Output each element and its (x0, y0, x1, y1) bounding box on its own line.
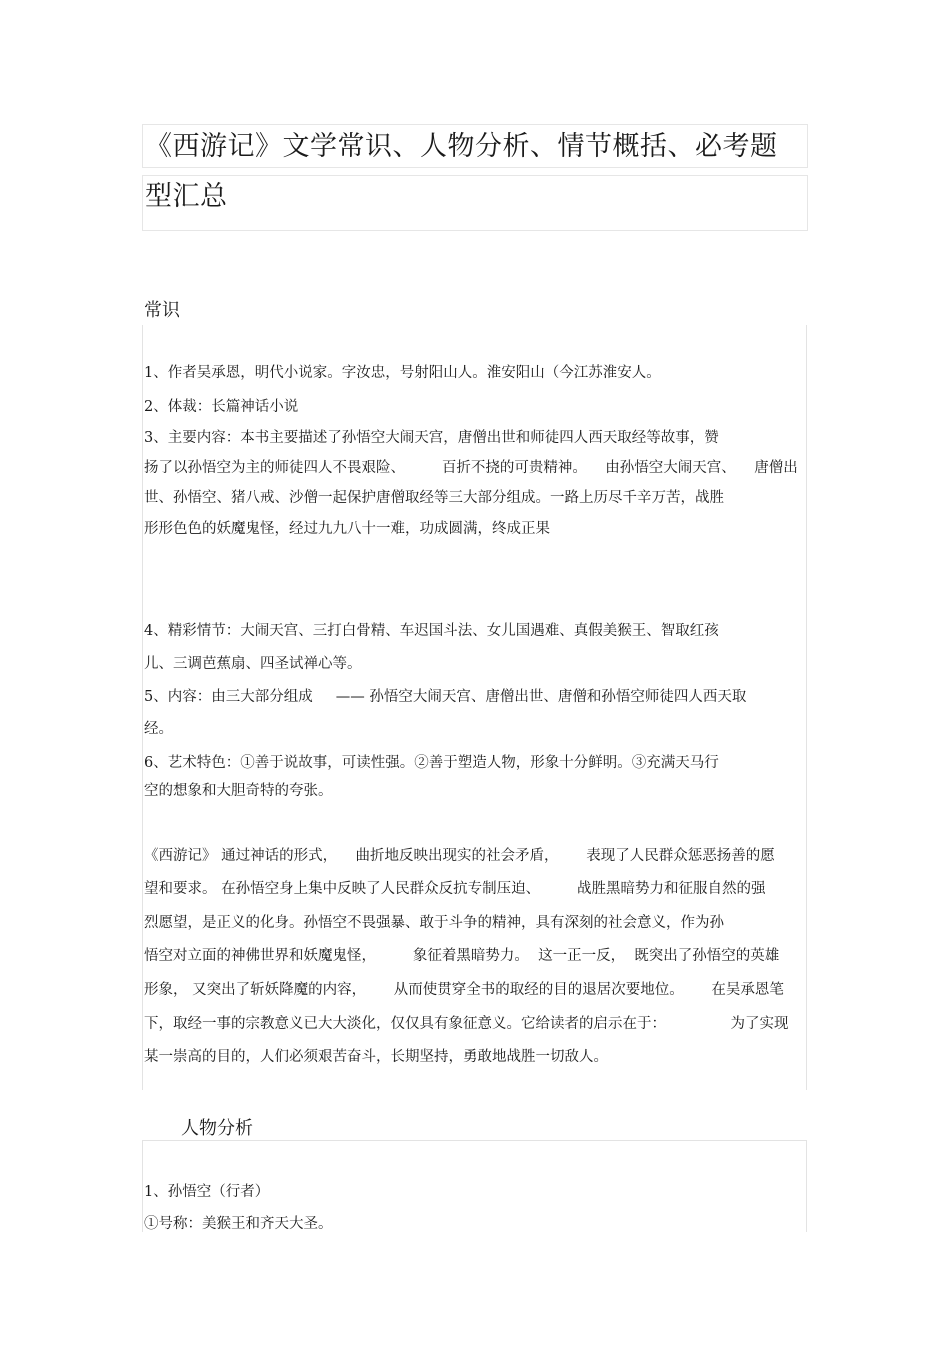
text-line: 儿、三调芭蕉扇、四圣试禅心等。 (144, 656, 362, 672)
text-line: 6、艺术特色：①善于说故事，可读性强。②善于塑造人物，形象十分鲜明。③充满天马行 (144, 755, 719, 771)
text-line: 1、作者吴承恩，明代小说家。字汝忠，号射阳山人。淮安阳山（今江苏淮安人。 (144, 365, 661, 381)
text-line: 《西游记》 通过神话的形式， 曲折地反映出现实的社会矛盾， 表现了人民群众惩恶扬善的愿 (144, 848, 775, 864)
character-border-left (142, 1140, 143, 1232)
text-line: 经。 (144, 721, 173, 737)
document-title-line2: 型汇总 (145, 181, 228, 212)
section-heading-common: 常识 (144, 300, 180, 321)
section-heading-character: 人物分析 (181, 1118, 253, 1139)
text-line: 空的想象和大胆奇特的夸张。 (144, 783, 333, 799)
text-line: 望和要求。 在孙悟空身上集中反映了人民群众反抗专制压迫、 战胜黑暗势力和征服自然的强 (144, 881, 766, 897)
text-line: 某一崇高的目的，人们必须艰苦奋斗，长期坚持，勇敢地战胜一切敌人。 (144, 1049, 608, 1065)
text-line: 3、主要内容：本书主要描述了孙悟空大闹天宫，唐僧出世和师徒四人西天取经等故事，赞 (144, 430, 719, 446)
title-box-2 (142, 175, 808, 231)
text-line: 烈愿望，是正义的化身。孙悟空不畏强暴、敢于斗争的精神，具有深刻的社会意义，作为孙 (144, 915, 724, 931)
text-line: 4、精彩情节：大闹天宫、三打白骨精、车迟国斗法、女儿国遇难、真假美猴王、智取红孩 (144, 623, 719, 639)
text-line: 1、孙悟空（行者） (144, 1184, 270, 1200)
text-line: 下，取经一事的宗教意义已大大淡化，仅仅具有象征意义。它给读者的启示在于： 为了实现 (144, 1016, 789, 1032)
text-line: 扬了以孙悟空为主的师徒四人不畏艰险、 百折不挠的可贵精神。 由孙悟空大闹天宫、 唐僧出 (144, 460, 798, 476)
character-border-right (806, 1140, 807, 1232)
text-line: 形形色色的妖魔鬼怪，经过九九八十一难，功成圆满，终成正果 (144, 521, 550, 537)
character-border-top (142, 1140, 807, 1141)
content-border-right (806, 325, 807, 1090)
content-border-left (142, 325, 143, 1090)
text-line: 悟空对立面的神佛世界和妖魔鬼怪， 象征着黑暗势力。 这一正一反， 既突出了孙悟空的英雄 (144, 948, 780, 964)
document-title-line1: 《西游记》文学常识、人物分析、情节概括、必考题 (145, 131, 778, 162)
text-line: ①号称：美猴王和齐天大圣。 (144, 1216, 333, 1232)
text-line: 5、内容：由三大部分组成 —— 孙悟空大闹天宫、唐僧出世、唐僧和孙悟空师徒四人西天取 (144, 689, 747, 705)
text-line: 2、体裁：长篇神话小说 (144, 399, 299, 415)
text-line: 世、孙悟空、猪八戒、沙僧一起保护唐僧取经等三大部分组成。一路上历尽千辛万苦，战胜 (144, 490, 724, 506)
text-line: 形象， 又突出了斩妖降魔的内容， 从而使贯穿全书的取经的目的退居次要地位。 在吴承恩笔 (144, 982, 784, 998)
